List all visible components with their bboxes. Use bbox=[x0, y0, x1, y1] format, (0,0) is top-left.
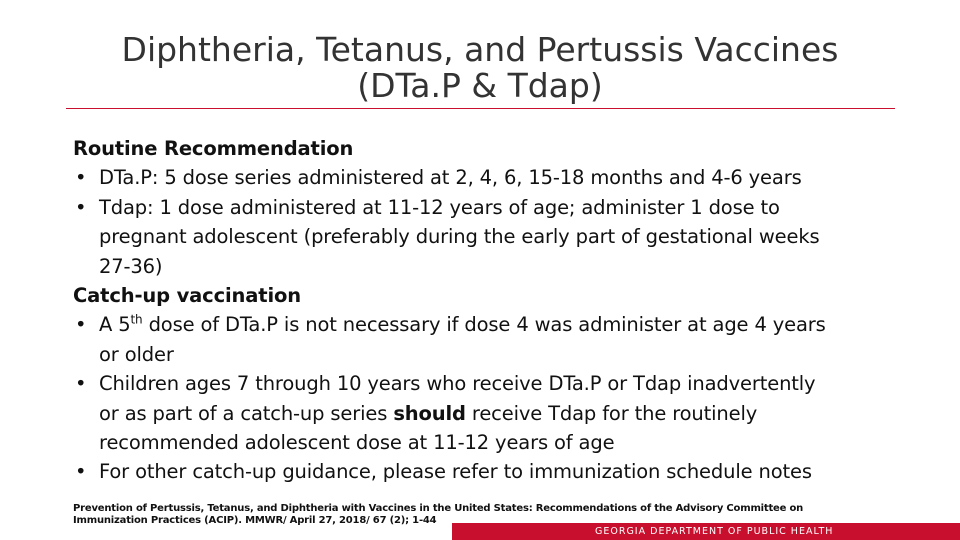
bullet-dot: • bbox=[75, 372, 87, 396]
fifth-dose-prefix: A 5 bbox=[99, 313, 131, 337]
fifth-dose-suffix: dose of DTa.P is not necessary if dose 4 was administer at age 4 years bbox=[142, 313, 826, 337]
children-line2-prefix: or as part of a catch-up series bbox=[99, 401, 394, 425]
ordinal-superscript: th bbox=[130, 312, 143, 327]
routine-bullet-tdap-line3: 27-36) bbox=[99, 254, 163, 278]
emphasis-should: should bbox=[393, 401, 466, 425]
routine-heading: Routine Recommendation bbox=[73, 137, 354, 160]
citation-line1: Prevention of Pertussis, Tetanus, and Diphtheria with Vaccines in the United States: Recommendations of the Advisory Committee on bbox=[73, 503, 804, 514]
routine-bullet-tdap bbox=[73, 193, 913, 281]
catchup-bullet-children-line2 bbox=[99, 399, 913, 428]
catchup-bullet-other-guidance bbox=[73, 457, 913, 486]
slide-title-line2: (DTa.P & Tdap) bbox=[357, 66, 603, 105]
catchup-bullet-fifth-dose bbox=[73, 310, 913, 369]
routine-bullet-tdap-line1: Tdap: 1 dose administered at 11-12 years of age; administer 1 dose to bbox=[99, 195, 780, 219]
bullet-dot: • bbox=[75, 166, 87, 190]
slide-title-line1: Diphtheria, Tetanus, and Pertussis Vaccines bbox=[121, 30, 839, 69]
catchup-bullet-children bbox=[73, 369, 913, 457]
bullet-dot: • bbox=[75, 460, 87, 484]
catchup-bullet-fifth-dose-line2: or older bbox=[99, 342, 174, 366]
slide-body bbox=[73, 134, 913, 487]
children-line2-suffix: receive Tdap for the routinely bbox=[465, 401, 758, 425]
slide-title bbox=[0, 32, 960, 104]
routine-bullet-dtap-text: DTa.P: 5 dose series administered at 2, 4, 6, 15-18 months and 4-6 years bbox=[99, 166, 802, 190]
citation-line2: Immunization Practices (ACIP). MMWR/ April 27, 2018/ 67 (2); 1-44 bbox=[73, 515, 437, 526]
catchup-bullet-fifth-dose-line1 bbox=[99, 310, 913, 339]
title-divider bbox=[66, 108, 895, 109]
catchup-heading: Catch-up vaccination bbox=[73, 284, 301, 308]
bullet-dot: • bbox=[75, 195, 87, 219]
catchup-bullet-children-line1: Children ages 7 through 10 years who receive DTa.P or Tdap inadvertently bbox=[99, 372, 816, 396]
catchup-bullet-other-guidance-text: For other catch-up guidance, please refer to immunization schedule notes bbox=[99, 460, 812, 484]
routine-bullet-tdap-line2: pregnant adolescent (preferably during the early part of gestational weeks bbox=[99, 225, 820, 249]
bullet-dot: • bbox=[75, 313, 87, 337]
footer-org-name: GEORGIA DEPARTMENT OF PUBLIC HEALTH bbox=[595, 526, 834, 537]
routine-bullet-dtap bbox=[73, 163, 913, 192]
catchup-bullet-children-line3: recommended adolescent dose at 11-12 years of age bbox=[99, 431, 615, 455]
